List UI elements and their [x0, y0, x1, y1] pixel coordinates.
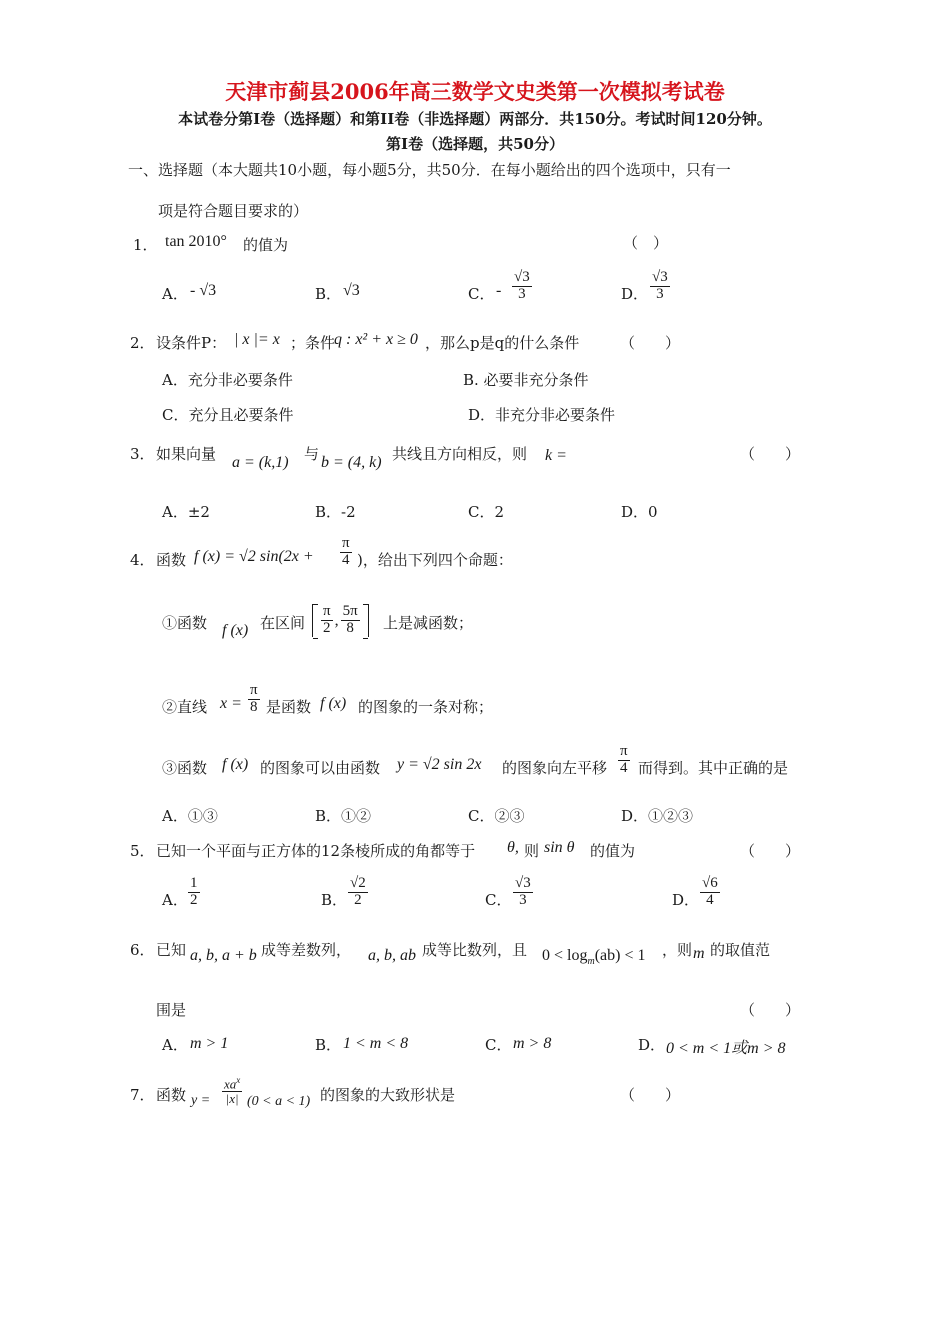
q5-option-b-den: 2 — [354, 891, 362, 908]
q1-option-d-label: D． — [621, 285, 649, 303]
q5-sin: sin θ — [544, 839, 575, 856]
q3-vector-b: b = (4, k) — [321, 454, 382, 471]
q2-text1: 设条件P： — [156, 334, 227, 352]
q6-option-a-label: A． — [162, 1036, 188, 1054]
q4-prop1-interval — [312, 604, 369, 637]
q6-answer-paren: （ ） — [740, 1001, 801, 1019]
q6-option-d-value: 0 < m < 1或m > 8 — [666, 1040, 786, 1057]
q1-option-b-label: B． — [315, 285, 342, 303]
q5-text2: 则 — [524, 842, 540, 860]
q2-option-d: D．非充分非必要条件 — [468, 406, 616, 424]
q6-option-c-value: m > 8 — [513, 1035, 552, 1052]
q4-prop3-den: 4 — [620, 759, 628, 776]
q3-option-c: C．2 — [468, 503, 505, 521]
q7-answer-paren: （ ） — [620, 1086, 681, 1104]
q4-prop3-fraction — [618, 744, 630, 777]
q1-number: 1． — [133, 236, 158, 254]
q5-text3: 的值为 — [590, 842, 636, 860]
q4-prop1-bracket: $\frac{\pi}{2}$ , $\frac{5\pi}{8}$ — [312, 604, 369, 637]
q7-text2: 的图象的大致形状是 — [320, 1086, 456, 1104]
q6-text2: 成等差数列， — [261, 941, 352, 959]
q2-cond-q: q : x² + x ≥ 0 — [334, 331, 418, 348]
q4-function-den: 4 — [342, 551, 350, 568]
q5-option-c-label: C． — [485, 891, 512, 909]
q4-prop1-text-c: 上是减函数； — [383, 614, 474, 632]
q6-text4: ，则 — [662, 941, 693, 959]
q4-prop2-text-a: ②直线 — [162, 698, 208, 716]
q5-option-c-den: 3 — [519, 891, 527, 908]
q4-prop1-frac1 — [321, 604, 333, 637]
q1-option-a-value: - √3 — [190, 282, 217, 299]
q1-expression: tan 2010° — [165, 233, 227, 250]
q4-prop3-text-b: 的图象可以由函数 — [260, 759, 381, 777]
q4-prop2-fraction — [248, 683, 260, 716]
q4-option-c: C．②③ — [468, 807, 525, 825]
q1-option-d-den: 3 — [656, 285, 664, 302]
q4-function: f (x) = √2 sin(2x + — [194, 548, 314, 565]
section-title: 第Ⅰ卷（选择题，共50分） — [386, 135, 564, 153]
q4-text1: 函数 — [156, 551, 187, 569]
q4-prop2-text-c: 的图象的一条对称； — [358, 698, 494, 716]
q4-option-d: D．①②③ — [621, 807, 694, 825]
q6-text1: 已知 — [156, 941, 187, 959]
q4-prop1-f: f (x) — [222, 622, 249, 639]
q3-option-a: A．±2 — [162, 503, 210, 521]
q4-prop1-n1: π — [323, 603, 331, 619]
q6-sequence1: a, b, a + b — [190, 947, 257, 964]
q4-option-b: B．①② — [315, 807, 372, 825]
q3-vector-a: a = (k,1) — [232, 454, 289, 471]
q2-cond-p: | x |= x — [234, 331, 280, 348]
q6-ineq-sub: m — [587, 956, 595, 968]
q5-option-d-den: 4 — [706, 891, 714, 908]
q4-function-fraction — [340, 536, 352, 569]
q6-option-a-value: m > 1 — [190, 1035, 229, 1052]
q4-prop1-n2: 5π — [342, 603, 358, 619]
q1-option-b-value: √3 — [343, 282, 360, 299]
q4-number: 4． — [130, 551, 155, 569]
q4-function-num: π — [342, 535, 350, 551]
q4-option-a: A．①③ — [162, 807, 218, 825]
q4-prop2-text-b: 是函数 — [266, 698, 312, 716]
q2-option-b: B. 必要非充分条件 — [463, 371, 589, 389]
q3-text2: 与 — [304, 445, 320, 463]
q5-option-d-fraction — [700, 876, 720, 909]
q4-prop3-num: π — [620, 743, 628, 759]
q5-option-a-label: A． — [162, 891, 188, 909]
q4-prop1-frac2 — [341, 604, 360, 637]
q7-fraction — [222, 1076, 242, 1106]
q3-option-d: D．0 — [621, 503, 658, 521]
q4-prop1-text-b: 在区间 — [260, 614, 306, 632]
q3-option-b: B．-2 — [315, 503, 356, 521]
q7-denominator: |x| — [225, 1090, 239, 1106]
q4-prop3-y: y = √2 sin 2x — [397, 756, 482, 773]
q5-option-a-den: 2 — [190, 891, 198, 908]
q5-option-b-label: B． — [321, 891, 348, 909]
q1-option-c-den: 3 — [518, 285, 526, 302]
q2-option-c: C．充分且必要条件 — [162, 406, 294, 424]
q3-number: 3． — [130, 445, 155, 463]
q1-option-c-sign: - — [496, 282, 502, 299]
q7-number: 7． — [130, 1086, 155, 1104]
q4-prop2-num: π — [250, 682, 258, 698]
q7-num-sup: x — [236, 1075, 241, 1085]
q4-prop2-x: x = — [220, 695, 242, 712]
q4-prop1-d1: 2 — [323, 619, 331, 636]
q5-theta: θ, — [507, 839, 519, 856]
q1-option-c-label: C． — [468, 285, 495, 303]
q6-text3: 成等比数列，且 — [422, 941, 528, 959]
q2-text3: ，那么p是q的什么条件 — [425, 334, 580, 352]
q2-number: 2． — [130, 334, 155, 352]
q4-prop2-den: 8 — [250, 698, 258, 715]
q2-answer-paren: （ ） — [620, 334, 681, 352]
q1-text: 的值为 — [243, 236, 289, 254]
instructions-line2: 项是符合题目要求的） — [158, 202, 309, 220]
q4-prop3-text-a: ③函数 — [162, 759, 208, 777]
q5-option-d-label: D． — [672, 891, 700, 909]
q1-option-a-label: A． — [162, 285, 188, 303]
q4-prop2-f: f (x) — [320, 695, 347, 712]
q6-text5: 的取值范 — [710, 941, 771, 959]
instructions-line1: 一、选择题（本大题共10小题，每小题5分，共50分．在每小题给出的四个选项中，只有一 — [128, 161, 731, 179]
q3-text3: 共线且方向相反，则 — [392, 445, 528, 463]
q5-option-b-fraction — [348, 876, 368, 909]
q5-text1: 已知一个平面与正方体的12条棱所成的角都等于 — [156, 842, 476, 860]
q1-option-d-fraction — [650, 270, 670, 303]
q6-sequence2: a, b, ab — [368, 947, 416, 964]
exam-subtitle: 本试卷分第Ⅰ卷（选择题）和第II卷（非选择题）两部分．共150分。考试时间120分钟。 — [178, 110, 772, 128]
q6-option-b-value: 1 < m < 8 — [343, 1035, 409, 1052]
q3-answer-paren: （ ） — [740, 445, 801, 463]
q5-option-c-fraction — [513, 876, 533, 909]
q5-option-c-num: √3 — [515, 875, 531, 891]
q6-option-d-label: D． — [638, 1036, 666, 1054]
q4-prop3-f: f (x) — [222, 756, 249, 773]
q7-numerator — [222, 1076, 242, 1092]
q6-option-c-label: C． — [485, 1036, 512, 1054]
q6-inequality — [542, 947, 645, 967]
q7-num-expr: xa — [224, 1076, 237, 1092]
q7-condition: (0 < a < 1) — [247, 1094, 311, 1109]
q4-prop1-d2: 8 — [346, 619, 354, 636]
q5-option-d-num: √6 — [702, 875, 718, 891]
q3-text1: 如果向量 — [156, 445, 217, 463]
q7-text1: 函数 — [156, 1086, 187, 1104]
q1-option-c-num: √3 — [514, 269, 530, 285]
q5-option-a-num: 1 — [190, 875, 198, 891]
q1-option-d-num: √3 — [652, 269, 668, 285]
q3-k: k = — [545, 447, 567, 464]
q6-m: m — [693, 945, 705, 962]
q6-number: 6． — [130, 941, 155, 959]
q5-number: 5． — [130, 842, 155, 860]
q4-prop3-text-c: 的图象向左平移 — [502, 759, 608, 777]
q1-option-c-fraction — [512, 270, 532, 303]
q2-text2: ；条件 — [290, 334, 336, 352]
q5-option-a-fraction — [188, 876, 200, 909]
q6-ineq-right: (ab) < 1 — [594, 947, 646, 964]
q5-answer-paren: （ ） — [740, 842, 801, 860]
q2-option-a: A．充分非必要条件 — [162, 371, 293, 389]
q4-text2: )，给出下列四个命题： — [357, 551, 513, 569]
q6-option-b-label: B． — [315, 1036, 342, 1054]
q4-prop1-text-a: ①函数 — [162, 614, 208, 632]
q7-y: y = — [191, 1093, 211, 1108]
q6-ineq-left: 0 < log — [542, 947, 588, 964]
q1-answer-paren: （ ） — [623, 234, 669, 252]
q4-prop3-text-e: 而得到。其中正确的是 — [638, 759, 789, 777]
exam-title: 天津市蓟县2006年高三数学文史类第一次模拟考试卷 — [225, 79, 725, 104]
q5-option-b-num: √2 — [350, 875, 366, 891]
q6-line2: 围是 — [156, 1001, 187, 1019]
